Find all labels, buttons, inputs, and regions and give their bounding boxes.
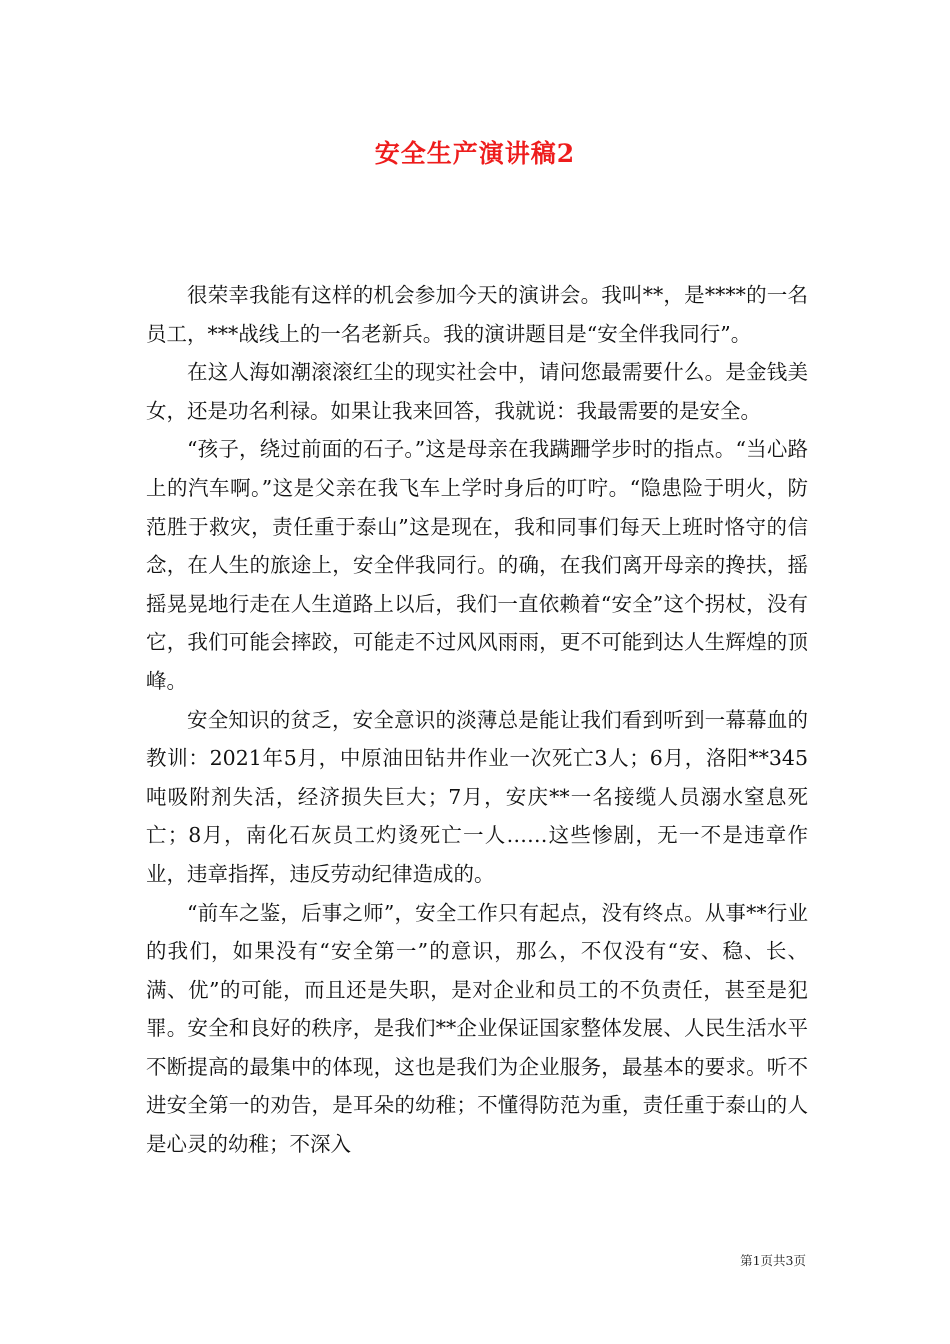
paragraph-1: 很荣幸我能有这样的机会参加今天的演讲会。我叫**，是****的一名员工，***战线上的一名老新兵。我的演讲题目是“安全伴我同行”。 xyxy=(146,283,808,346)
paragraph-5: “前车之鉴，后事之师”，安全工作只有起点，没有终点。从事**行业的我们，如果没有“安全第一”的意识，那么，不仅没有“安、稳、长、满、优”的可能，而且还是失职，是对企业和员工的不负责任，甚至是犯罪。安全和良好的秩序，是我们**企业保证国家整体发展、人民生活水平不断提高的最集中的体现，这也是我们为企业服务，最基本的要求。听不进安全第一的劝告，是耳朵的幼稚；不懂得防范为重，责任重于泰山的人是心灵的幼稚；不深入 xyxy=(146,900,808,1157)
paragraph-3: “孩子，绕过前面的石子。”这是母亲在我蹒跚学步时的指点。“当心路上的汽车啊。”这是父亲在我飞车上学时身后的叮咛。“隐患险于明火，防范胜于救灾，责任重于泰山”这是现在，我和同事们每天上班时恪守的信念，在人生的旅途上，安全伴我同行。的确，在我们离开母亲的搀扶，摇摇晃晃地行走在人生道路上以后，我们一直依赖着“安全”这个拐杖，没有它，我们可能会摔跤，可能走不过风风雨雨，更不可能到达人生辉煌的顶峰。 xyxy=(146,437,808,693)
document-body xyxy=(146,276,808,1164)
document-title: 安全生产演讲稿2 xyxy=(374,139,576,168)
paragraph-2: 在这人海如潮滚滚红尘的现实社会中，请问您最需要什么。是金钱美女，还是功名利禄。如果让我来回答，我就说：我最需要的是安全。 xyxy=(146,360,808,423)
page-number: 第1页共3页 xyxy=(740,1253,806,1268)
paragraph-4: 安全知识的贫乏，安全意识的淡薄总是能让我们看到听到一幕幕血的教训：2021年5月，中原油田钻井作业一次死亡3人；6月，洛阳**345吨吸附剂失活，经济损失巨大；7月，安庆**一名接缆人员溺水窒息死亡；8月，南化石灰员工灼烫死亡一人……这些惨剧，无一不是违章作业，违章指挥，违反劳动纪律造成的。 xyxy=(146,707,808,886)
